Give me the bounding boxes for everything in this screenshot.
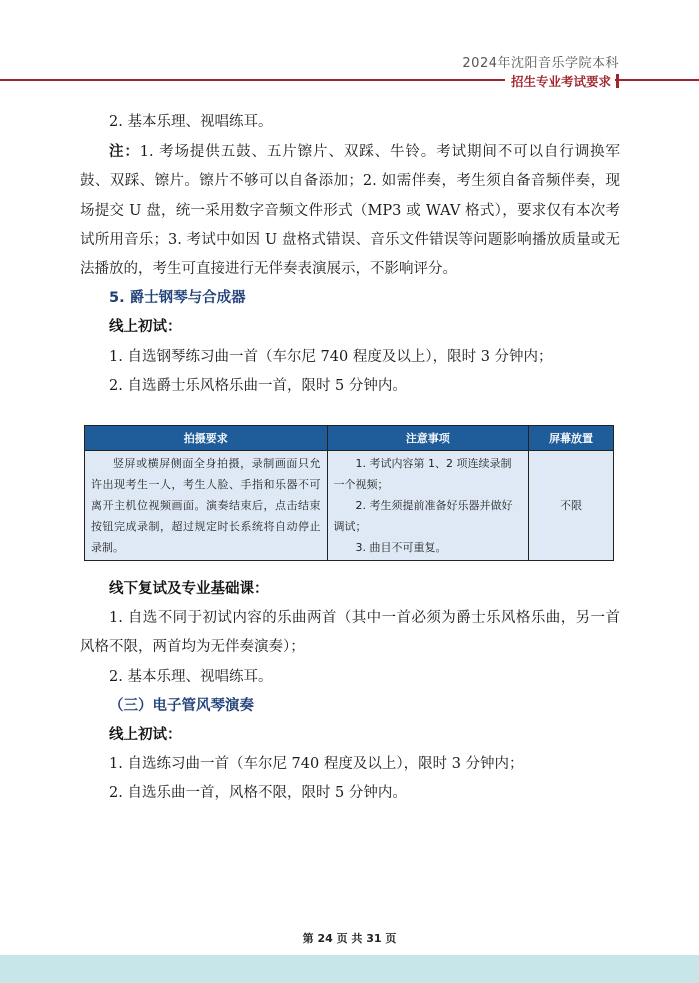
- page-number: 第 24 页 共 31 页: [302, 932, 397, 945]
- subheading-online-prelim-2: 线上初试：: [109, 727, 182, 744]
- filming-requirements-table: [84, 425, 614, 561]
- header-title: 2024年沈阳音乐学院本科: [462, 56, 619, 71]
- page-content: [80, 108, 620, 809]
- note-item: 2. 考生须提前准备好乐器并做好调试；: [333, 499, 513, 534]
- table-header-screen: 屏幕放置: [529, 426, 614, 451]
- table-header-notes: 注意事项: [327, 426, 529, 451]
- note-paragraph: [80, 137, 620, 284]
- paragraph-music-theory: 2. 基本乐理、视唱练耳。: [109, 114, 273, 130]
- subheading-online-prelim: 线上初试：: [109, 319, 182, 336]
- filming-requirements-cell: 竖屏或横屏侧面全身拍摄，录制画面只允许出现考生一人，考生人脸、手指和乐器不可离开主机位视频画面。演奏结束后，点击结束按钮完成录制，超过规定时长系统将自动停止录制。: [85, 451, 328, 561]
- list-item: 1. 自选钢琴练习曲一首（车尔尼 740 程度及以上），限时 3 分钟内；: [109, 348, 553, 365]
- section-heading-jazz-piano: 5. 爵士钢琴与合成器: [109, 290, 246, 307]
- note-item: 1. 考试内容第 1、2 项连续录制一个视频；: [333, 457, 512, 492]
- list-item: 1. 自选不同于初试内容的乐曲两首（其中一首必须为爵士乐风格乐曲，另一首风格不限，两首均为无伴奏演奏）；: [80, 610, 620, 656]
- list-item: 2. 自选爵士乐风格乐曲一首，限时 5 分钟内。: [109, 377, 407, 394]
- screen-placement-cell: 不限: [529, 451, 614, 561]
- header-accent-bar: [616, 74, 619, 88]
- section-heading-electronic-organ: （三）电子管风琴演奏: [109, 697, 254, 714]
- subheading-offline-retest: 线下复试及专业基础课：: [109, 581, 269, 598]
- header-subtitle: 招生专业考试要求: [505, 72, 615, 90]
- bottom-band: [0, 955, 699, 983]
- table-row: [85, 451, 614, 561]
- list-item: 2. 基本乐理、视唱练耳。: [109, 668, 273, 685]
- note-text: 1. 考场提供五鼓、五片镲片、双踩、牛铃。考试期间不可以自行调换军鼓、双踩、镲片。镲片不够可以自备添加；2. 如需伴奏，考生须自备音频伴奏，现场提交 U 盘，统一采用数字音频文件形式（MP3 或 WAV 格式），要求仅有本次考试所用音乐；3. 考试中如因 U 盘格式错误、音乐文件错误等问题影响播放质量或无法播放的，考生可直接进行无伴奏表演展示，不影响评分。: [80, 144, 621, 278]
- notes-cell: [327, 451, 529, 561]
- list-item: 1. 自选练习曲一首（车尔尼 740 程度及以上），限时 3 分钟内；: [109, 756, 524, 773]
- note-item: 3. 曲目不可重复。: [355, 541, 447, 555]
- list-item: 2. 自选乐曲一首，风格不限，限时 5 分钟内。: [109, 785, 407, 802]
- table-header-filming: 拍摄要求: [85, 426, 328, 451]
- note-label: 注：: [109, 143, 140, 161]
